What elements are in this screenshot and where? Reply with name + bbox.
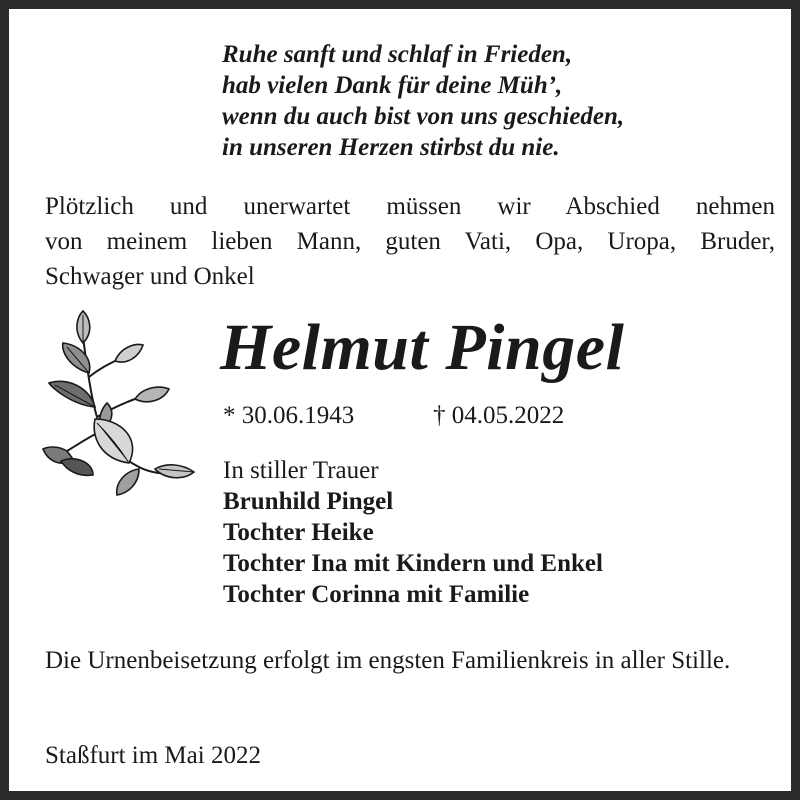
mourners-list [223,455,783,610]
deceased-name: Helmut Pingel [220,311,625,384]
mourner-name: Brunhild Pingel [223,488,394,515]
place-and-date: Staßfurt im Mai 2022 [45,742,261,769]
mourning-heading: In stiller Trauer [223,457,379,484]
mourner-name: Tochter Ina mit Kindern und Enkel [223,550,603,577]
birth-date: * 30.06.1943 [223,402,355,429]
memorial-poem [222,39,782,163]
announcement-text [45,189,775,294]
poem-line: in unseren Herzen stirbst du nie. [222,134,560,161]
life-dates [223,401,783,431]
leaf-branch-icon [39,307,204,507]
poem-line: wenn du auch bist von uns geschieden, [222,103,625,130]
announcement-line: Plötzlich und unerwartet müssen wir Abschied nehmen [45,193,775,220]
burial-note: Die Urnenbeisetzung erfolgt im engsten Familienkreis in aller Stille. [45,647,731,674]
poem-line: Ruhe sanft und schlaf in Frieden, [222,41,573,68]
mourner-name: Tochter Heike [223,519,374,546]
announcement-line: von meinem lieben Mann, guten Vati, Opa, Uropa, Bruder, [45,228,775,255]
poem-line: hab vielen Dank für deine Müh’, [222,72,563,99]
death-date: † 04.05.2022 [433,402,565,429]
mourner-name: Tochter Corinna mit Familie [223,581,530,608]
announcement-line: Schwager und Onkel [45,263,255,290]
